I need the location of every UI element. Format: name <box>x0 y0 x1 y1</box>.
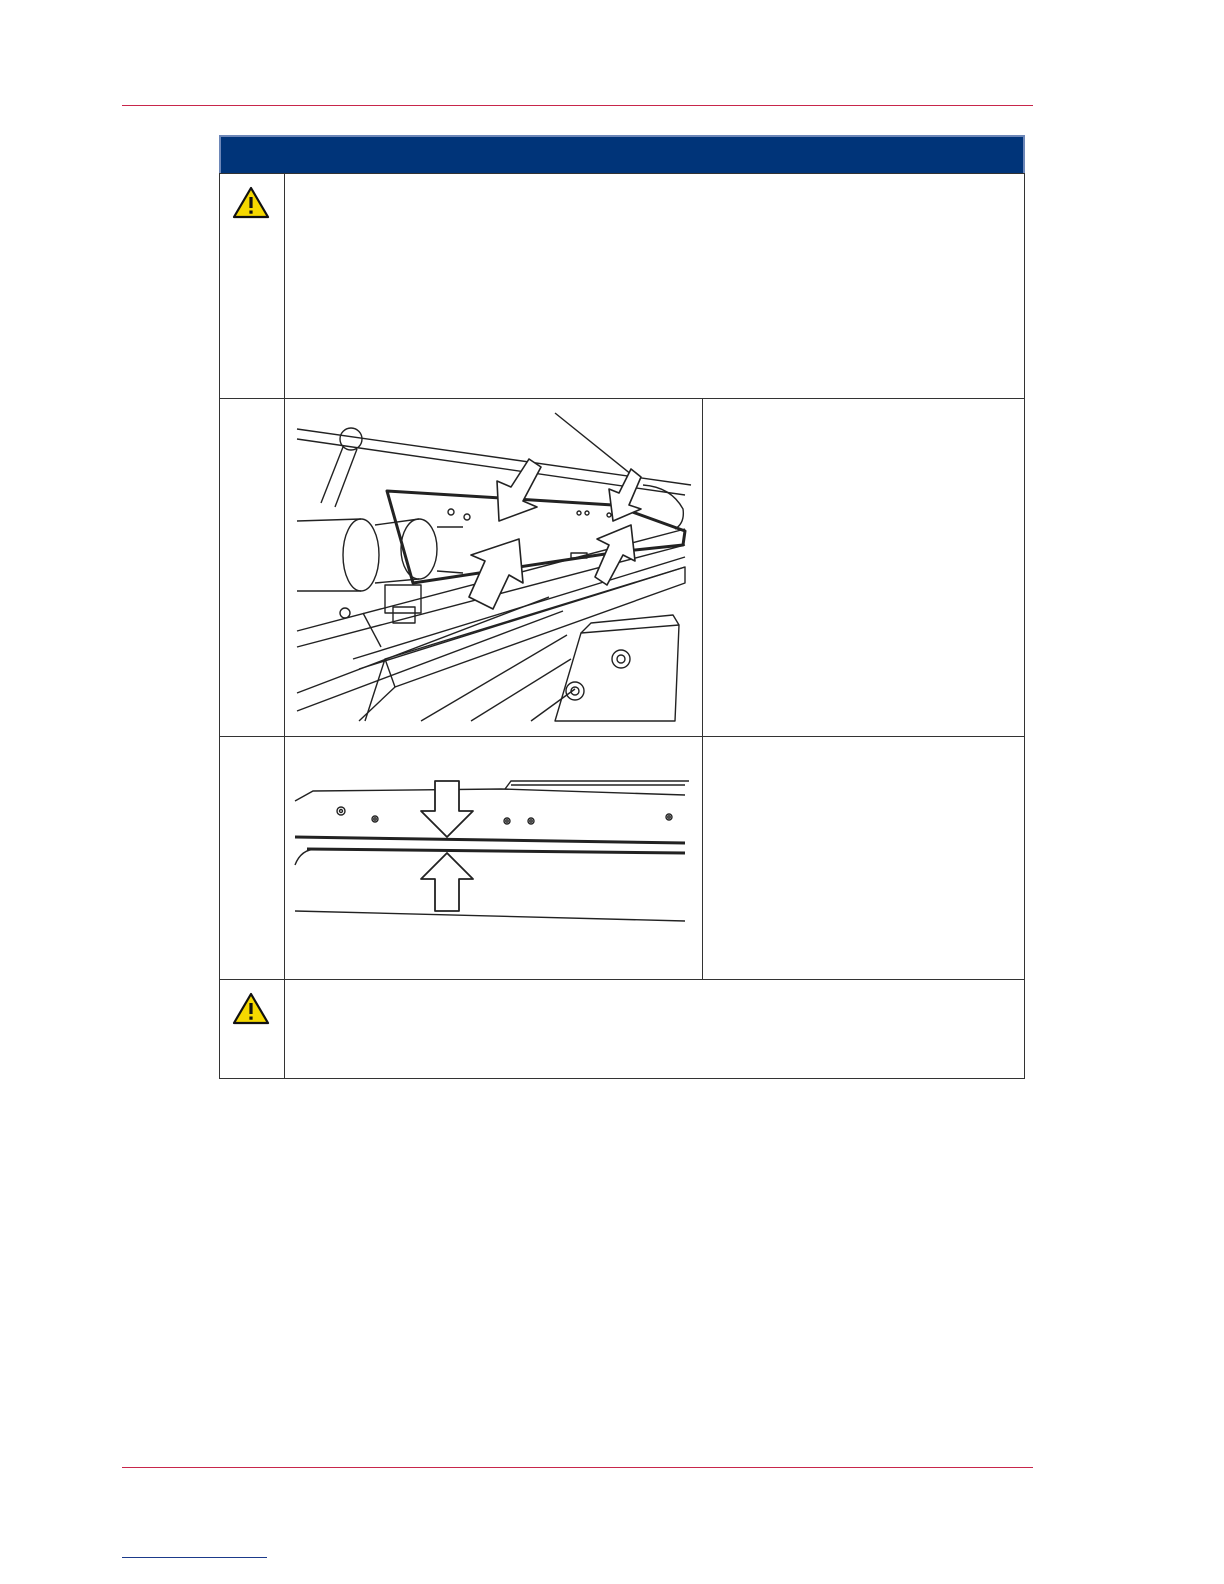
warning-text-cell <box>284 979 1025 1079</box>
warning-icon-cell <box>219 173 285 399</box>
strip-gap-figure <box>291 767 695 927</box>
warning-icon-cell <box>219 979 285 1079</box>
warning-triangle-icon <box>232 186 270 220</box>
warning-triangle-icon <box>232 992 270 1026</box>
figure-cell <box>284 736 703 980</box>
step-number-cell <box>219 736 285 980</box>
figure-cell <box>284 398 703 737</box>
procedure-table <box>219 135 1025 1079</box>
table-header-bar <box>219 135 1025 173</box>
step-description-cell <box>702 398 1025 737</box>
footer-short-rule <box>122 1557 267 1558</box>
cutting-bar-alignment-figure <box>291 407 695 729</box>
warning-text-cell <box>284 173 1025 399</box>
step-number-cell <box>219 398 285 737</box>
footer-rule <box>122 1467 1033 1468</box>
header-rule <box>122 105 1033 106</box>
step-description-cell <box>702 736 1025 980</box>
